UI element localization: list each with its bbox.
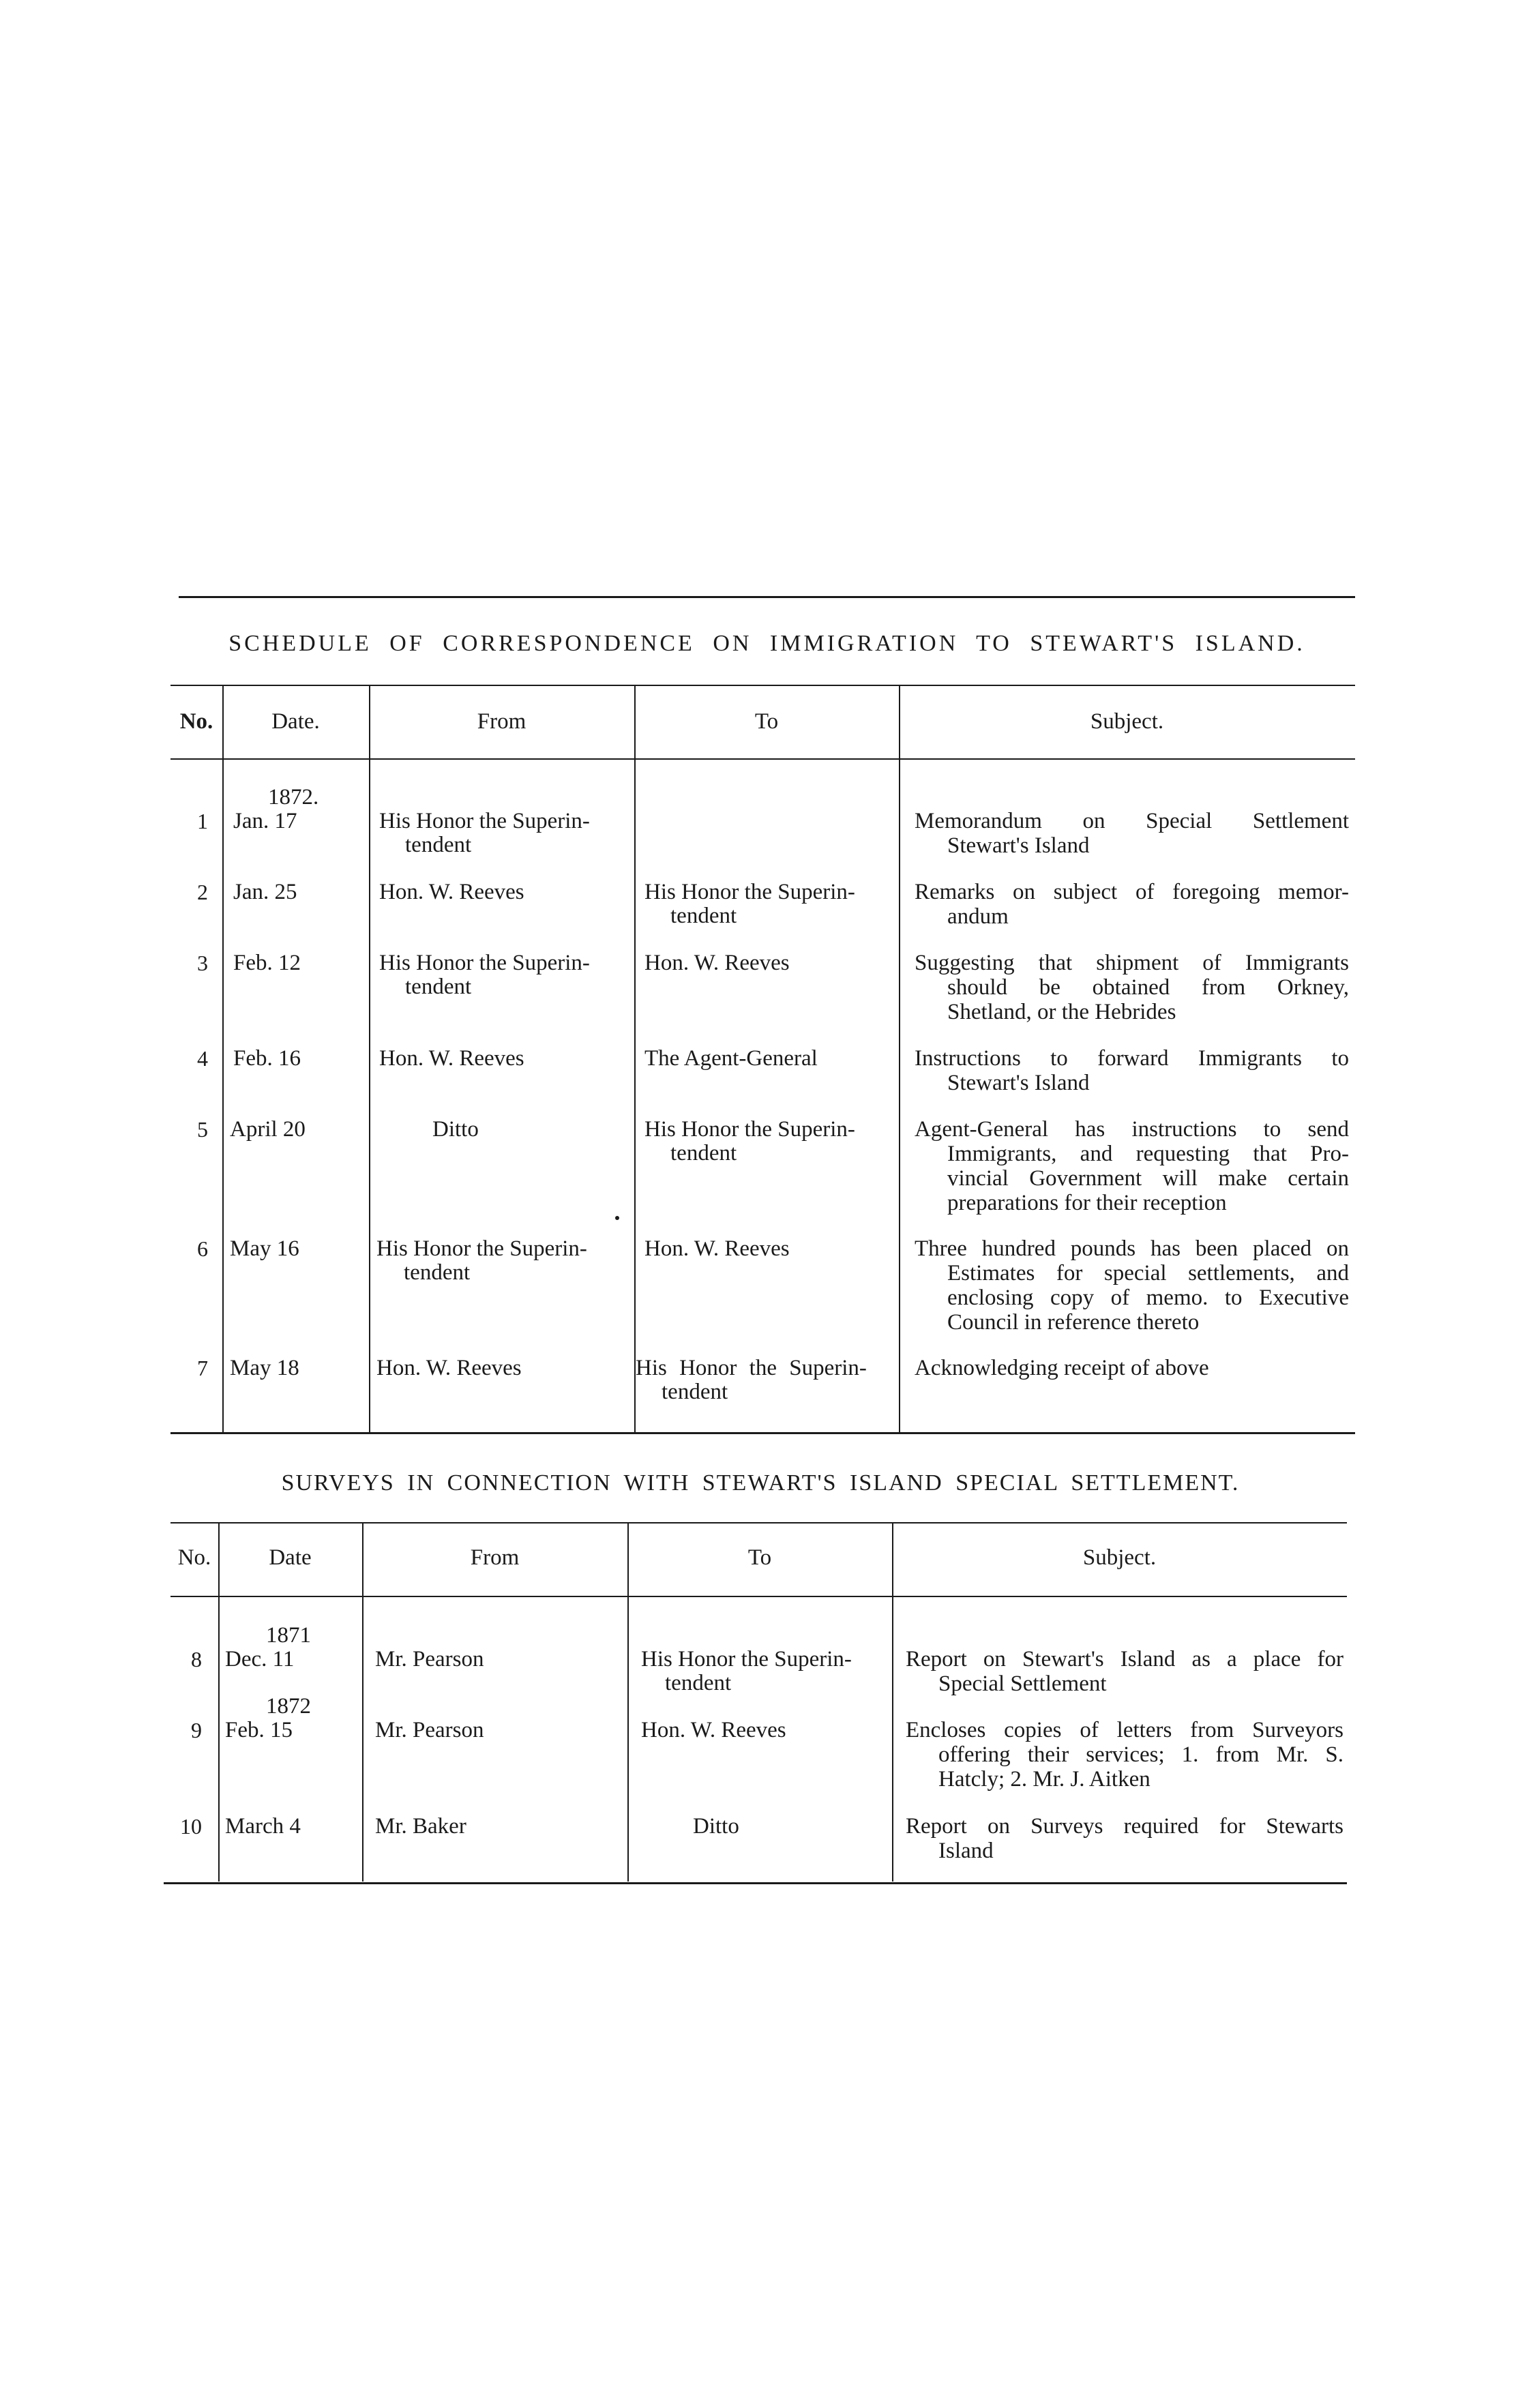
table1-row4-subject-line2: Stewart's Island	[947, 1071, 1090, 1095]
table1-header-bottom-rule	[170, 758, 1355, 760]
table1-row2-subject	[915, 880, 1349, 929]
table1-header-to: To	[754, 709, 779, 734]
table2-row10-no: 10	[180, 1814, 202, 1839]
table1-row3-to-line1: Hon. W. Reeves	[644, 951, 790, 975]
table2-row10-subject-line1: Report on Surveys required for Stewarts	[906, 1814, 1344, 1839]
table2-row8-from-line1: Mr. Pearson	[375, 1647, 484, 1671]
table1-row3-no: 3	[197, 951, 208, 975]
table2-row8-year: 1871	[266, 1623, 311, 1648]
table2-header-date: Date	[269, 1545, 312, 1570]
table1-row4-subject	[915, 1046, 1349, 1095]
table2-col-divider	[218, 1522, 220, 1882]
table1-row4-date: Feb. 16	[233, 1046, 301, 1071]
table1-row4-no: 4	[197, 1046, 208, 1071]
table1-row6-to-line1: Hon. W. Reeves	[644, 1236, 790, 1261]
table1-row3-subject-line2: should be obtained from Orkney,	[947, 975, 1349, 1000]
table1-row5-date: April 20	[230, 1117, 306, 1142]
table1-row1-subject	[915, 809, 1349, 858]
table1-row5-from-line1: Ditto	[432, 1117, 479, 1142]
table1-row7-no: 7	[197, 1356, 208, 1380]
table2-header-bottom-rule	[170, 1596, 1347, 1597]
table2-header-no: No.	[177, 1545, 211, 1570]
table1-row1-no: 1	[197, 809, 208, 833]
table2-bottom-rule	[164, 1882, 1347, 1884]
table1-row3-from-line1: His Honor the Superin-	[379, 951, 590, 975]
table2-row8-to-line1: His Honor the Superin-	[641, 1647, 852, 1671]
table1-header-date: Date.	[271, 709, 320, 734]
table1-row5-subject	[915, 1117, 1349, 1215]
table2-row10-from-line1: Mr. Baker	[375, 1814, 466, 1839]
table1-row6-from-line1: His Honor the Superin-	[376, 1236, 587, 1261]
table1-row5-subject-line4: preparations for their reception	[947, 1191, 1227, 1215]
table2-row9-subject	[906, 1718, 1344, 1792]
table1-row5-subject-line3: vincial Government will make certain	[947, 1166, 1349, 1191]
table1-row2-to-line2: tendent	[670, 904, 737, 928]
table1-bottom-rule	[170, 1432, 1355, 1434]
table2-title: SURVEYS IN CONNECTION WITH STEWART'S ISLAND SPECIAL SETTLEMENT.	[281, 1470, 1240, 1496]
table1-row5-to-line2: tendent	[670, 1141, 737, 1165]
table2-row9-no: 9	[191, 1718, 202, 1742]
table1-row3-subject	[915, 951, 1349, 1024]
table2-row9-subject-line1: Encloses copies of letters from Surveyors	[906, 1718, 1344, 1742]
speck-mark	[615, 1216, 619, 1220]
table2-row8-subject-line1: Report on Stewart's Island as a place for	[906, 1647, 1344, 1671]
table1-header-subject: Subject.	[1090, 709, 1164, 734]
table2-row8-subject-line2: Special Settlement	[938, 1671, 1107, 1696]
table1-row7-from-line1: Hon. W. Reeves	[376, 1356, 522, 1380]
table2-col-divider	[892, 1522, 893, 1882]
table2-row10-subject	[906, 1814, 1344, 1863]
table2-col-divider	[627, 1522, 629, 1882]
table2-row8-date: Dec. 11	[225, 1647, 295, 1671]
table2-row9-subject-line3: Hatcly; 2. Mr. J. Aitken	[938, 1767, 1151, 1792]
table2-col-divider	[362, 1522, 363, 1882]
table2-row8-subject	[906, 1647, 1344, 1696]
table1-col-divider	[369, 685, 370, 1432]
table1-row4-to-line1: The Agent-General	[644, 1046, 818, 1071]
table1-row3-from-line2: tendent	[405, 975, 472, 999]
table1-header-top-rule	[170, 685, 1355, 686]
table2-row9-year: 1872	[266, 1694, 311, 1719]
table2-row9-date: Feb. 15	[225, 1718, 293, 1742]
table1-row6-subject-line2: Estimates for special settlements, and	[947, 1261, 1349, 1285]
table1-row7-to-line2: tendent	[662, 1380, 728, 1404]
table2-row9-subject-line2: offering their services; 1. from Mr. S.	[938, 1742, 1344, 1767]
table1-header-from: From	[477, 709, 526, 734]
table1-row6-subject-line4: Council in reference thereto	[947, 1310, 1200, 1335]
table1-header-no: No.	[179, 709, 213, 734]
table2-row10-date: March 4	[225, 1814, 301, 1839]
table1-row5-subject-line2: Immigrants, and requesting that Pro-	[947, 1142, 1349, 1166]
table1-row5-no: 5	[197, 1117, 208, 1142]
table1-row1-subject-line2: Stewart's Island	[947, 833, 1090, 858]
table1-row2-subject-line2: andum	[947, 904, 1009, 929]
table1-row1-year: 1872.	[268, 785, 319, 809]
table2-header-to: To	[747, 1545, 772, 1570]
table1-row2-to-line1: His Honor the Superin-	[644, 880, 855, 904]
table1-row3-date: Feb. 12	[233, 951, 301, 975]
table1-top-rule	[179, 596, 1355, 598]
table1-row2-from-line1: Hon. W. Reeves	[379, 880, 524, 904]
table2-row10-subject-line2: Island	[938, 1839, 994, 1863]
table1-row3-subject-line1: Suggesting that shipment of Immigrants	[915, 951, 1349, 975]
table1-row7-subject	[915, 1356, 1349, 1380]
table2-header-top-rule	[170, 1522, 1347, 1523]
table1-row6-no: 6	[197, 1236, 208, 1261]
table1-row1-date: Jan. 17	[233, 809, 297, 833]
table1-title: SCHEDULE OF CORRESPONDENCE ON IMMIGRATION TO STEWART'S ISLAND.	[228, 631, 1305, 656]
table1-row6-subject	[915, 1236, 1349, 1335]
table2-row10-to-line1: Ditto	[693, 1814, 739, 1839]
table1-col-divider	[899, 685, 900, 1432]
table1-row7-to-line1: His Honor the Superin-	[636, 1356, 867, 1380]
table1-row2-subject-line1: Remarks on subject of foregoing memor-	[915, 880, 1349, 904]
table2-row9-from-line1: Mr. Pearson	[375, 1718, 484, 1742]
table1-row1-from-line2: tendent	[405, 833, 472, 857]
table2-header-subject: Subject.	[1082, 1545, 1157, 1570]
table1-row3-subject-line3: Shetland, or the Hebrides	[947, 1000, 1176, 1024]
table1-row7-date: May 18	[230, 1356, 299, 1380]
table1-row2-date: Jan. 25	[233, 880, 297, 904]
table2-row8-no: 8	[191, 1647, 202, 1671]
table1-row1-from-line1: His Honor the Superin-	[379, 809, 590, 833]
table1-row4-from-line1: Hon. W. Reeves	[379, 1046, 524, 1071]
table1-row7-subject-line1: Acknowledging receipt of above	[915, 1356, 1209, 1380]
table1-row2-no: 2	[197, 880, 208, 904]
table1-row1-subject-line1: Memorandum on Special Settlement	[915, 809, 1349, 833]
table1-row4-subject-line1: Instructions to forward Immigrants to	[915, 1046, 1349, 1071]
table2-row9-to-line1: Hon. W. Reeves	[641, 1718, 786, 1742]
table1-row6-subject-line1: Three hundred pounds has been placed on	[915, 1236, 1349, 1261]
table1-row5-to-line1: His Honor the Superin-	[644, 1117, 855, 1142]
table2-row8-to-line2: tendent	[665, 1671, 732, 1695]
table1-row6-subject-line3: enclosing copy of memo. to Executive	[947, 1285, 1349, 1310]
table1-col-divider	[634, 685, 636, 1432]
table2-header-from: From	[470, 1545, 520, 1570]
table1-col-divider	[222, 685, 224, 1432]
table1-row5-subject-line1: Agent-General has instructions to send	[915, 1117, 1349, 1142]
table1-row6-from-line2: tendent	[404, 1260, 471, 1285]
table1-row6-date: May 16	[230, 1236, 299, 1261]
